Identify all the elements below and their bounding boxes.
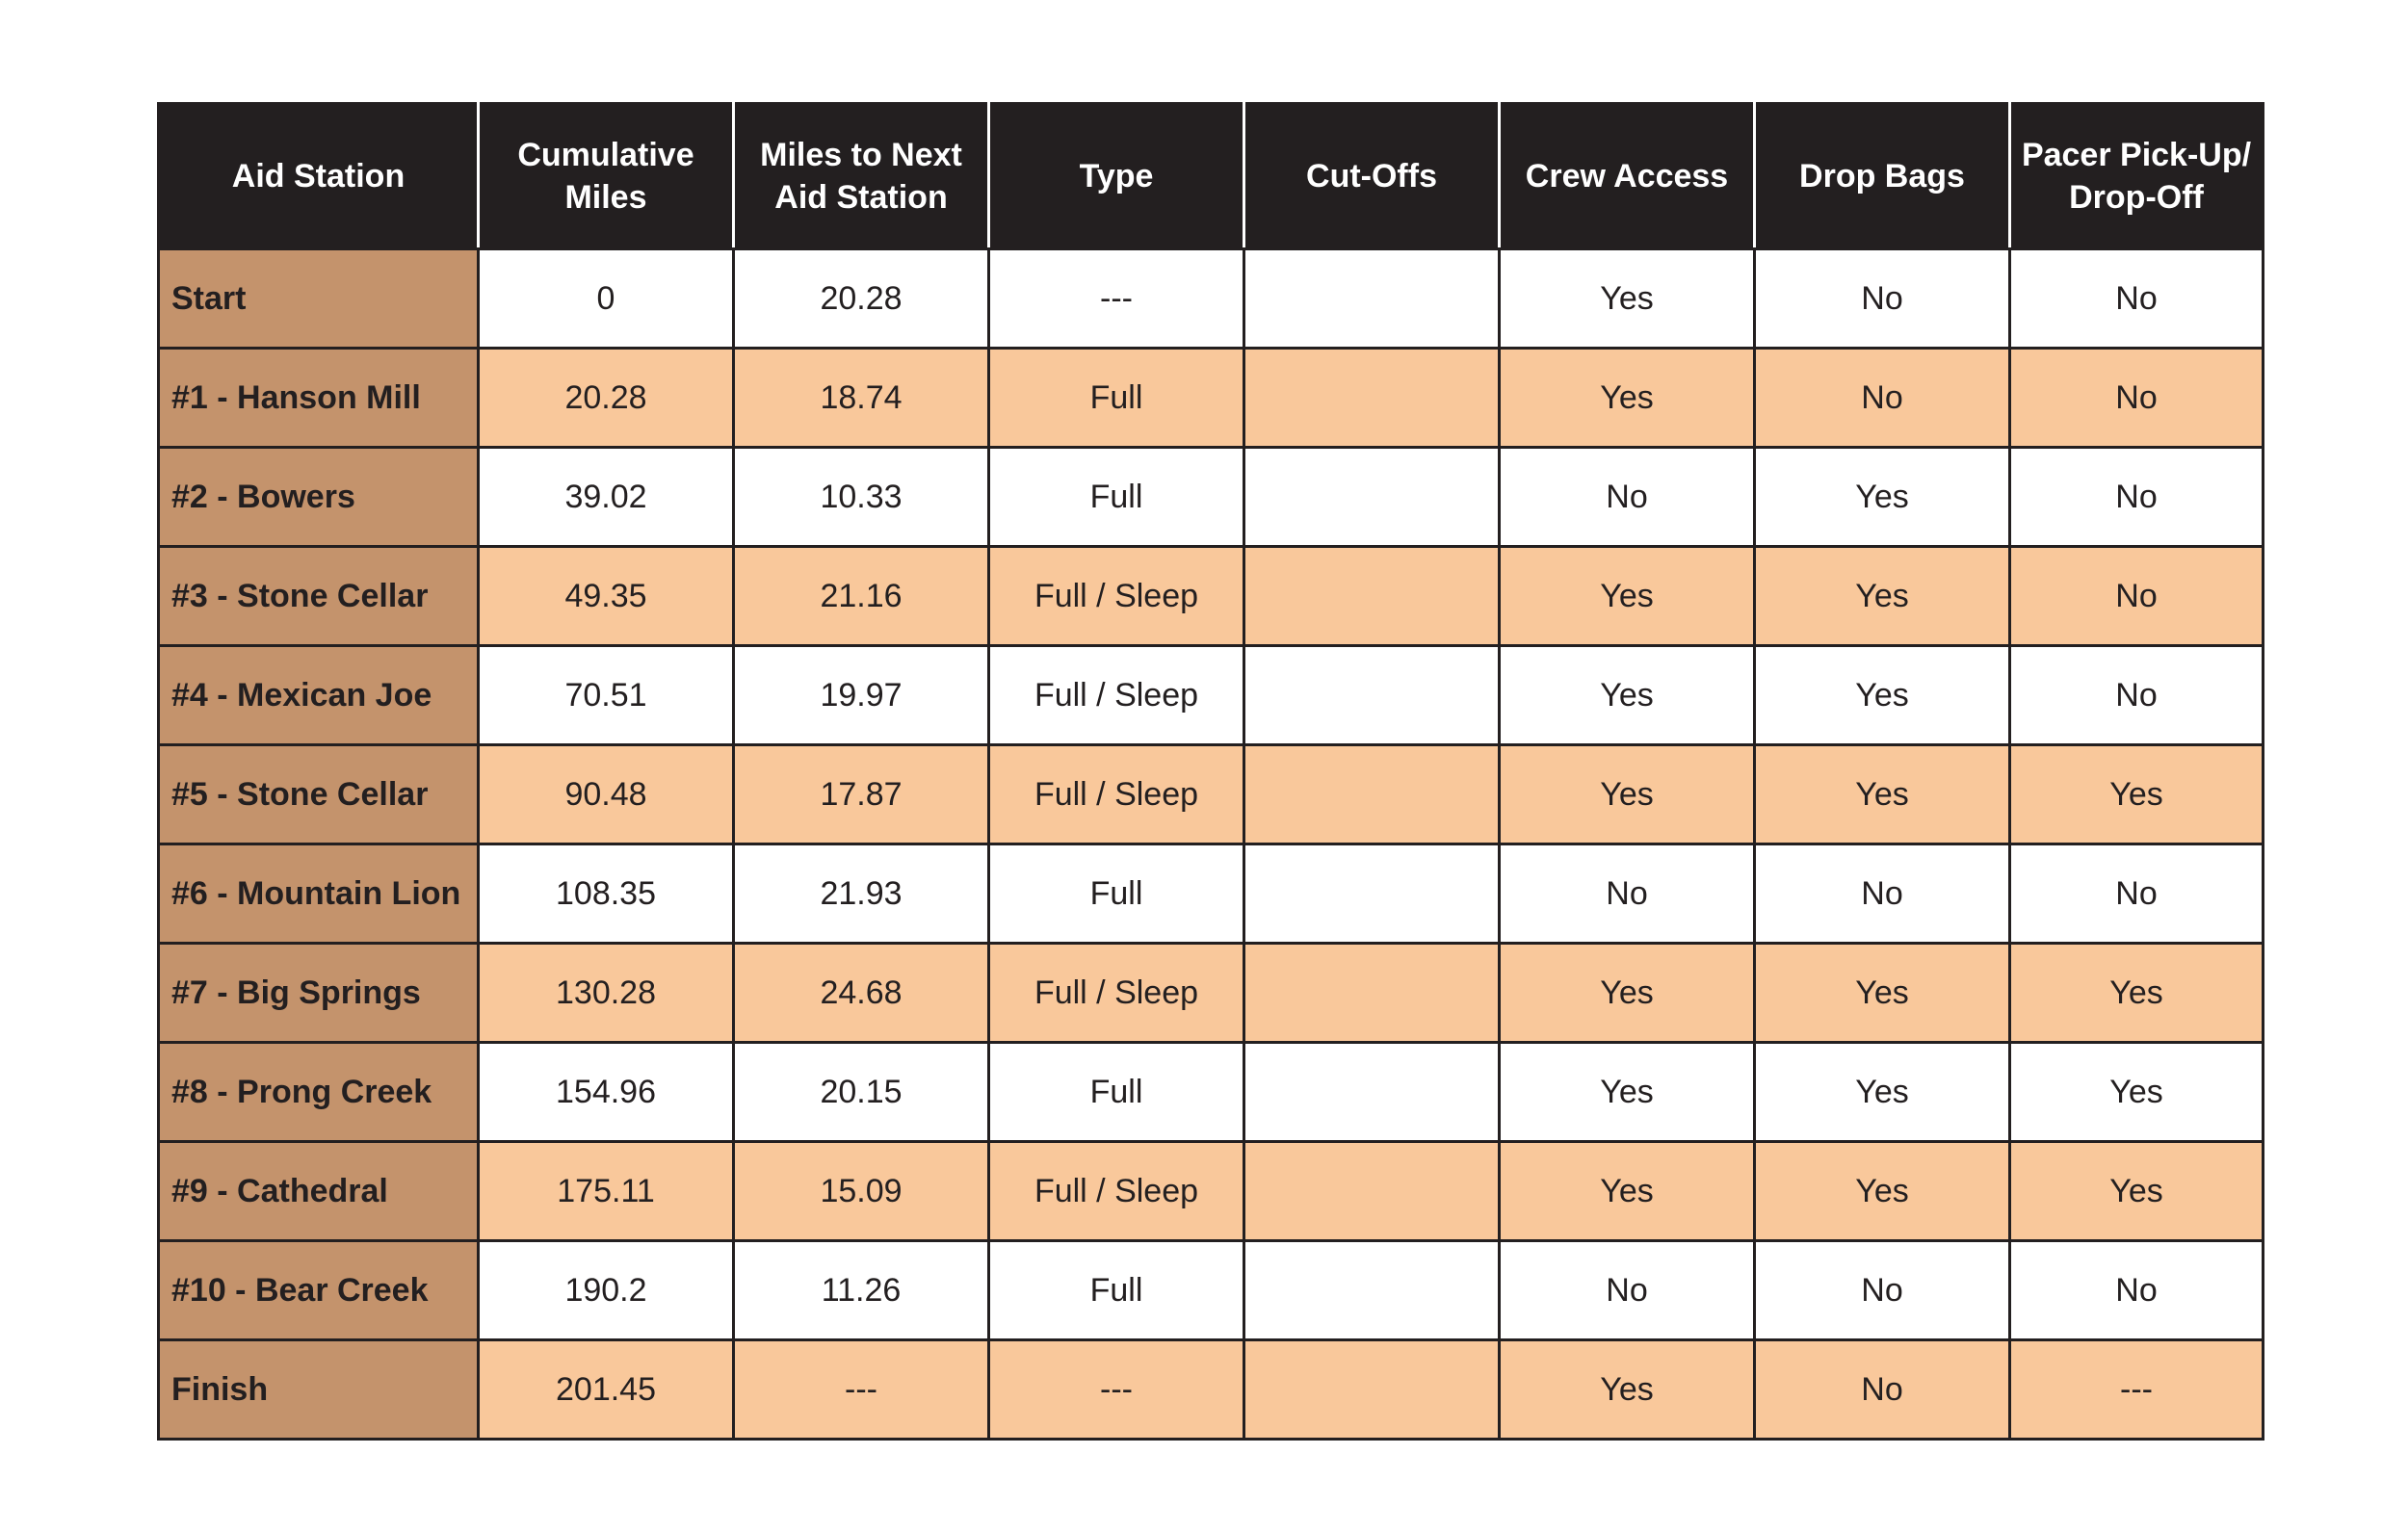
cell-pacer: No: [2010, 349, 2264, 448]
cell-pacer: No: [2010, 547, 2264, 646]
cell-miles-to-next: ---: [734, 1340, 989, 1440]
cell-miles-to-next: 18.74: [734, 349, 989, 448]
cell-aid-station: #1 - Hanson Mill: [159, 349, 479, 448]
cell-cut-offs: [1244, 1241, 1500, 1340]
cell-pacer: Yes: [2010, 944, 2264, 1043]
table-row: [159, 646, 2264, 745]
cell-drop-bags: No: [1755, 1340, 2010, 1440]
cell-aid-station: #8 - Prong Creek: [159, 1043, 479, 1142]
cell-miles-to-next: 20.15: [734, 1043, 989, 1142]
cell-pacer: Yes: [2010, 745, 2264, 844]
cell-aid-station: #6 - Mountain Lion: [159, 844, 479, 944]
cell-cut-offs: [1244, 249, 1500, 349]
cell-miles-to-next: 17.87: [734, 745, 989, 844]
cell-pacer: No: [2010, 249, 2264, 349]
cell-crew-access: Yes: [1500, 249, 1755, 349]
table-row: [159, 944, 2264, 1043]
cell-drop-bags: No: [1755, 1241, 2010, 1340]
cell-cumulative-miles: 130.28: [479, 944, 734, 1043]
header-crew-access: Crew Access: [1500, 104, 1755, 249]
cell-crew-access: Yes: [1500, 1340, 1755, 1440]
cell-miles-to-next: 21.16: [734, 547, 989, 646]
cell-type: Full: [989, 844, 1244, 944]
cell-aid-station: #2 - Bowers: [159, 448, 479, 547]
cell-cumulative-miles: 49.35: [479, 547, 734, 646]
cell-cut-offs: [1244, 547, 1500, 646]
header-miles-to-next: Miles to Next Aid Station: [734, 104, 989, 249]
cell-drop-bags: Yes: [1755, 944, 2010, 1043]
header-type: Type: [989, 104, 1244, 249]
cell-pacer: No: [2010, 646, 2264, 745]
cell-aid-station: #7 - Big Springs: [159, 944, 479, 1043]
cell-cumulative-miles: 90.48: [479, 745, 734, 844]
cell-drop-bags: Yes: [1755, 1043, 2010, 1142]
table-row: [159, 448, 2264, 547]
cell-cumulative-miles: 175.11: [479, 1142, 734, 1241]
cell-crew-access: No: [1500, 844, 1755, 944]
cell-cumulative-miles: 108.35: [479, 844, 734, 944]
cell-type: Full / Sleep: [989, 944, 1244, 1043]
cell-crew-access: Yes: [1500, 1043, 1755, 1142]
table-row: [159, 1241, 2264, 1340]
cell-aid-station: #10 - Bear Creek: [159, 1241, 479, 1340]
cell-type: Full: [989, 349, 1244, 448]
cell-crew-access: No: [1500, 448, 1755, 547]
header-pacer: Pacer Pick-Up/ Drop-Off: [2010, 104, 2264, 249]
cell-crew-access: No: [1500, 1241, 1755, 1340]
cell-miles-to-next: 20.28: [734, 249, 989, 349]
cell-cumulative-miles: 154.96: [479, 1043, 734, 1142]
cell-pacer: Yes: [2010, 1043, 2264, 1142]
cell-crew-access: Yes: [1500, 547, 1755, 646]
cell-type: Full / Sleep: [989, 745, 1244, 844]
cell-aid-station: #5 - Stone Cellar: [159, 745, 479, 844]
table-row: [159, 1043, 2264, 1142]
cell-cumulative-miles: 70.51: [479, 646, 734, 745]
cell-crew-access: Yes: [1500, 646, 1755, 745]
cell-cut-offs: [1244, 448, 1500, 547]
table-row: [159, 1340, 2264, 1440]
cell-miles-to-next: 24.68: [734, 944, 989, 1043]
table-header: [159, 104, 2264, 249]
table-row: [159, 844, 2264, 944]
cell-aid-station: #3 - Stone Cellar: [159, 547, 479, 646]
cell-cut-offs: [1244, 844, 1500, 944]
cell-type: Full / Sleep: [989, 646, 1244, 745]
cell-miles-to-next: 15.09: [734, 1142, 989, 1241]
cell-pacer: No: [2010, 844, 2264, 944]
cell-drop-bags: Yes: [1755, 1142, 2010, 1241]
cell-type: ---: [989, 249, 1244, 349]
cell-drop-bags: No: [1755, 349, 2010, 448]
cell-type: Full: [989, 1043, 1244, 1142]
cell-cut-offs: [1244, 1340, 1500, 1440]
cell-cut-offs: [1244, 349, 1500, 448]
table-row: [159, 1142, 2264, 1241]
cell-pacer: No: [2010, 1241, 2264, 1340]
cell-miles-to-next: 10.33: [734, 448, 989, 547]
cell-drop-bags: No: [1755, 844, 2010, 944]
table-row: [159, 349, 2264, 448]
cell-miles-to-next: 11.26: [734, 1241, 989, 1340]
cell-type: Full: [989, 448, 1244, 547]
cell-aid-station: Start: [159, 249, 479, 349]
cell-cut-offs: [1244, 745, 1500, 844]
cell-aid-station: #4 - Mexican Joe: [159, 646, 479, 745]
cell-drop-bags: Yes: [1755, 448, 2010, 547]
cell-miles-to-next: 19.97: [734, 646, 989, 745]
cell-type: Full: [989, 1241, 1244, 1340]
cell-pacer: ---: [2010, 1340, 2264, 1440]
aid-station-table: [157, 102, 2264, 1441]
header-cumulative-miles: Cumulative Miles: [479, 104, 734, 249]
cell-miles-to-next: 21.93: [734, 844, 989, 944]
cell-drop-bags: Yes: [1755, 547, 2010, 646]
cell-pacer: Yes: [2010, 1142, 2264, 1241]
header-drop-bags: Drop Bags: [1755, 104, 2010, 249]
table-row: [159, 745, 2264, 844]
cell-cut-offs: [1244, 1142, 1500, 1241]
cell-aid-station: Finish: [159, 1340, 479, 1440]
table-row: [159, 249, 2264, 349]
cell-pacer: No: [2010, 448, 2264, 547]
cell-drop-bags: Yes: [1755, 646, 2010, 745]
cell-crew-access: Yes: [1500, 1142, 1755, 1241]
cell-drop-bags: No: [1755, 249, 2010, 349]
cell-drop-bags: Yes: [1755, 745, 2010, 844]
cell-cut-offs: [1244, 646, 1500, 745]
header-cut-offs: Cut-Offs: [1244, 104, 1500, 249]
cell-cumulative-miles: 39.02: [479, 448, 734, 547]
cell-aid-station: #9 - Cathedral: [159, 1142, 479, 1241]
cell-type: Full / Sleep: [989, 1142, 1244, 1241]
cell-type: ---: [989, 1340, 1244, 1440]
cell-crew-access: Yes: [1500, 745, 1755, 844]
header-aid-station: Aid Station: [159, 104, 479, 249]
cell-cut-offs: [1244, 944, 1500, 1043]
header-row: [159, 104, 2264, 249]
cell-type: Full / Sleep: [989, 547, 1244, 646]
cell-cumulative-miles: 190.2: [479, 1241, 734, 1340]
table-body: [159, 249, 2264, 1440]
cell-cumulative-miles: 201.45: [479, 1340, 734, 1440]
cell-crew-access: Yes: [1500, 349, 1755, 448]
cell-cumulative-miles: 0: [479, 249, 734, 349]
cell-cut-offs: [1244, 1043, 1500, 1142]
table-row: [159, 547, 2264, 646]
cell-cumulative-miles: 20.28: [479, 349, 734, 448]
cell-crew-access: Yes: [1500, 944, 1755, 1043]
